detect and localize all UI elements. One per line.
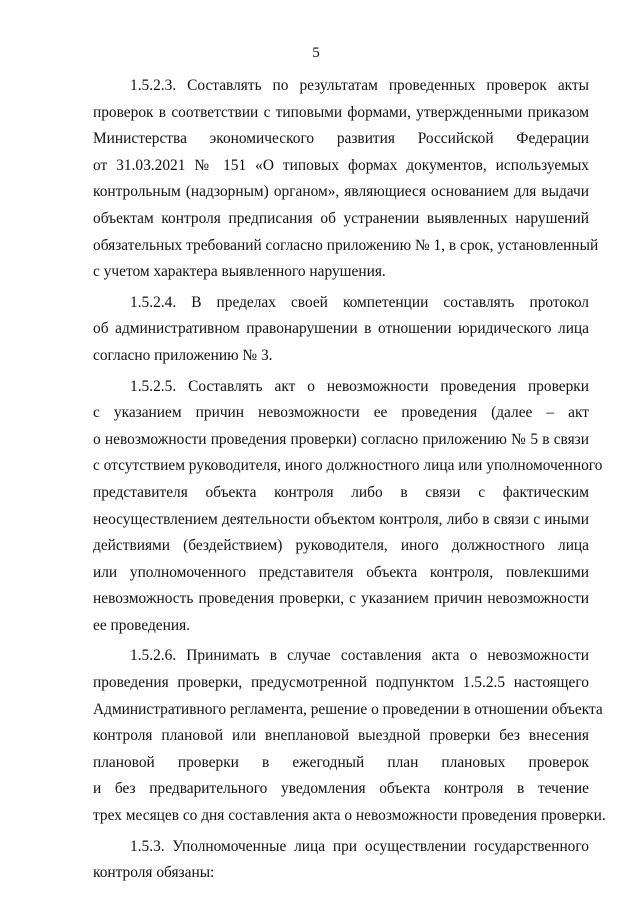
paragraph-line: 1.5.2.3. Составлять по результатам проведенных проверок акты (130, 77, 589, 94)
document-body (93, 73, 606, 891)
paragraph-1-5-2-6 (93, 643, 606, 829)
paragraph-line: с указанием причин невозможности ее проведения (далее – акт (93, 404, 589, 422)
page-number: 5 (312, 45, 320, 61)
paragraph-line: 1.5.2.6. Принимать в случае составления акта о невозможности (130, 647, 589, 665)
paragraph-line: о невозможности проведения проверки) согласно приложению № 5 в связи (93, 430, 589, 448)
paragraph-1-5-2-3 (93, 73, 599, 286)
paragraph-line: или уполномоченного представителя объекта контроля, повлекшими (93, 563, 589, 581)
paragraph-line: с отсутствием руководителя, иного должностного лица или уполномоченного (93, 457, 603, 475)
paragraph-line: представителя объекта контроля либо в связи с фактическим (93, 483, 589, 501)
paragraph-line: согласно приложению № 3. (93, 346, 273, 364)
paragraph-line: с учетом характера выявленного нарушения. (93, 263, 386, 281)
paragraph-line: 1.5.2.4. В пределах своей компетенции составлять протокол (130, 293, 589, 311)
paragraph-line: невозможность проведения проверки, с указанием причин невозможности (93, 590, 589, 608)
paragraph-line: об административном правонарушении в отношении юридического лица (93, 320, 589, 338)
paragraph-line: Административного регламента, решение о проведении в отношении объекта (93, 700, 603, 718)
paragraph-line: контрольным (надзорным) органом», являющиеся основанием для выдачи (93, 183, 589, 201)
paragraph-line: обязательных требований согласно приложению № 1, в срок, установленный (93, 236, 599, 254)
paragraph-line: контроля обязаны: (93, 864, 215, 882)
paragraph-line: проведения проверки, предусмотренной подпунктом 1.5.2.5 настоящего (93, 674, 589, 692)
paragraph-1-5-2-5 (93, 374, 603, 640)
paragraph-line: 1.5.2.5. Составлять акт о невозможности проведения проверки (130, 377, 589, 395)
paragraph-line: объектам контроля предписания об устранении выявленных нарушений (93, 209, 589, 227)
paragraph-line: от 31.03.2021 № 151 «О типовых формах документов, используемых (93, 156, 589, 174)
paragraph-line: контроля плановой или внеплановой выездной проверки без внесения (93, 727, 589, 745)
paragraph-line: трех месяцев со дня составления акта о невозможности проведения проверки. (93, 807, 606, 825)
paragraph-line: проверок в соответствии с типовыми формами, утвержденными приказом (93, 103, 589, 121)
paragraph-line: ее проведения. (93, 616, 191, 634)
paragraph-line: неосуществлением деятельности объектом контроля, либо в связи с иными (93, 510, 589, 528)
paragraph-1-5-3 (93, 834, 589, 887)
paragraph-line: Министерства экономического развития Российской Федерации (93, 130, 589, 148)
paragraph-line: плановой проверки в ежегодный план плановых проверок (93, 753, 589, 771)
paragraph-1-5-2-4 (93, 290, 589, 370)
paragraph-line: и без предварительного уведомления объекта контроля в течение (93, 780, 589, 798)
paragraph-line: действиями (бездействием) руководителя, иного должностного лица (93, 537, 589, 555)
paragraph-line: 1.5.3. Уполномоченные лица при осуществлении государственного (130, 837, 589, 855)
